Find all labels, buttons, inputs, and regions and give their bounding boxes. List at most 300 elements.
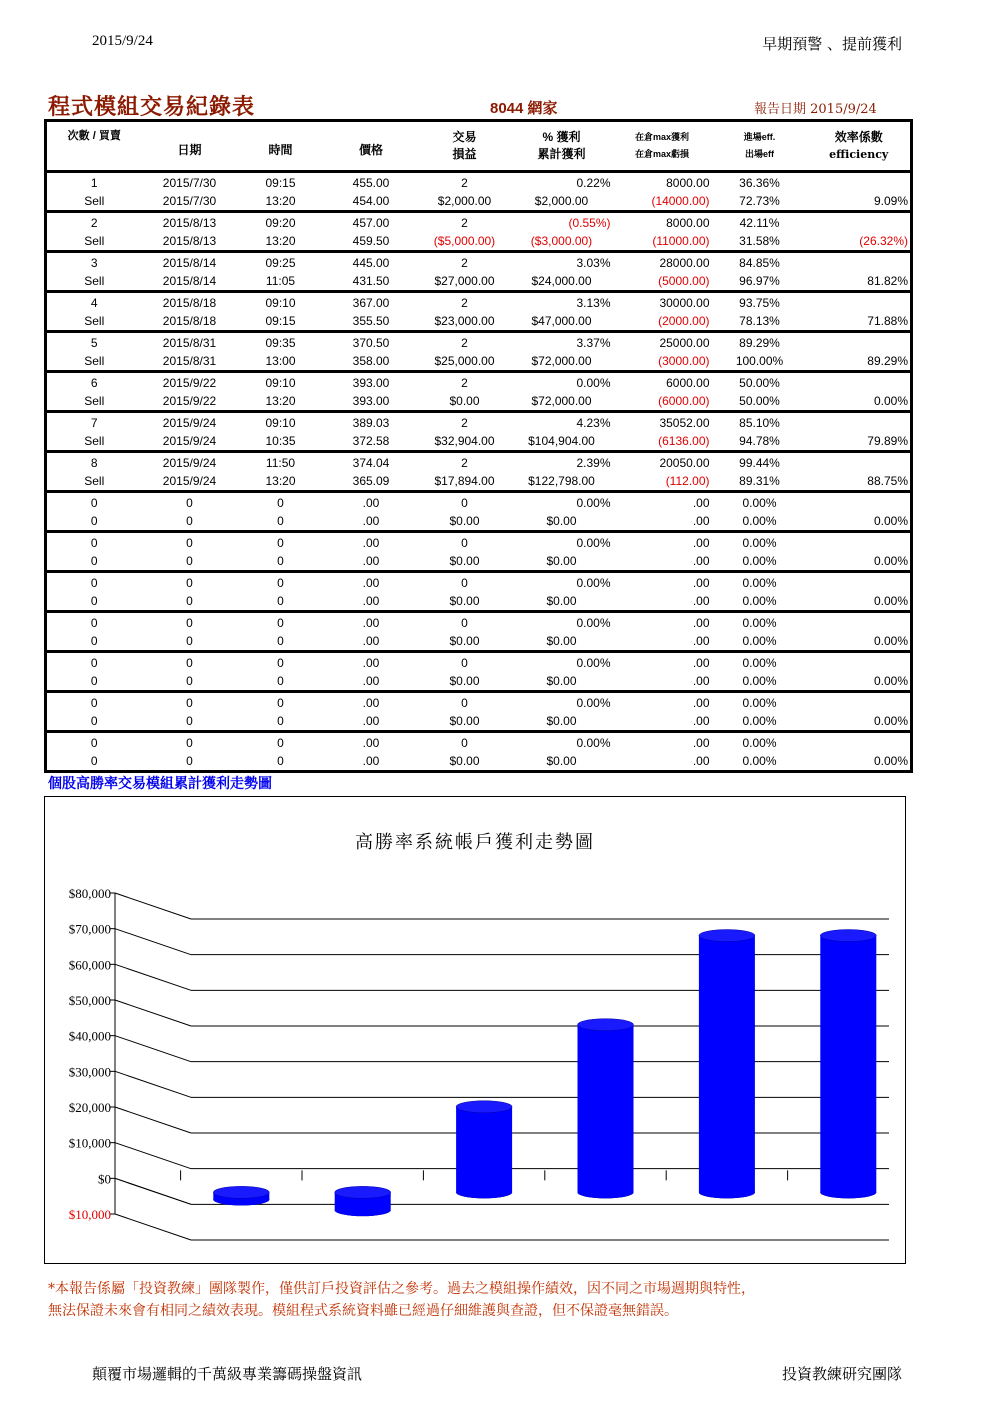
trade-side: 0 xyxy=(46,512,142,532)
trade-side: 0 xyxy=(46,632,142,652)
col-efficiency xyxy=(808,121,912,172)
exit-time: 11:05 xyxy=(238,272,324,292)
max-loss: (14000.00) xyxy=(613,192,712,212)
exit-eff: 89.31% xyxy=(712,472,808,492)
entry-date: 2015/9/22 xyxy=(162,376,217,390)
exit-date: 0 xyxy=(142,592,238,612)
trade-qty: 2 xyxy=(461,216,468,230)
y-tick-label: $10,000 xyxy=(68,1207,111,1222)
exit-time: 0 xyxy=(238,752,324,772)
empty-cell xyxy=(808,412,912,433)
col-seq: 次數 / 買賣 xyxy=(46,121,142,172)
efficiency-value: 0.00% xyxy=(808,592,912,612)
entry-date: 2015/8/31 xyxy=(162,336,217,350)
trade-side: Sell xyxy=(46,432,142,452)
y-tick-label: $60,000 xyxy=(68,957,111,973)
exit-date: 0 xyxy=(142,512,238,532)
max-loss: .00 xyxy=(613,712,712,732)
exit-eff: 0.00% xyxy=(712,552,808,572)
grid-diagonal xyxy=(115,1000,191,1026)
exit-date: 2015/9/24 xyxy=(142,472,238,492)
exit-time: 0 xyxy=(238,712,324,732)
trade-pnl: $0.00 xyxy=(419,512,511,532)
trade-pnl: $2,000.00 xyxy=(419,192,511,212)
exit-time: 09:15 xyxy=(238,312,324,332)
seq-number: 5 xyxy=(90,336,98,350)
entry-time: 0 xyxy=(277,656,284,670)
exit-time: 0 xyxy=(238,672,324,692)
trade-qty: 0 xyxy=(461,656,468,670)
entry-eff: 0.00% xyxy=(742,536,777,550)
entry-time: 0 xyxy=(277,496,284,510)
trade-exit-row xyxy=(46,472,912,492)
trade-side: Sell xyxy=(46,352,142,372)
trade-pnl: $27,000.00 xyxy=(419,272,511,292)
exit-time: 10:35 xyxy=(238,432,324,452)
empty-cell xyxy=(808,692,912,713)
cumulative-profit: $0.00 xyxy=(511,552,613,572)
grid-diagonal xyxy=(115,964,191,990)
trade-qty: 2 xyxy=(461,416,468,430)
trade-entry-row xyxy=(46,652,912,673)
empty-cell xyxy=(808,452,912,473)
trade-pnl: $0.00 xyxy=(419,632,511,652)
footer-team: 投資教練研究團隊 xyxy=(781,1365,902,1383)
entry-price: .00 xyxy=(362,496,380,510)
entry-date: 2015/9/24 xyxy=(162,456,217,470)
y-tick-label: $30,000 xyxy=(68,1064,111,1080)
table-header-row xyxy=(46,121,912,172)
empty-cell xyxy=(808,492,912,513)
entry-eff: 0.00% xyxy=(742,656,777,670)
y-tick-label: $50,000 xyxy=(68,993,111,1008)
col-eff xyxy=(712,121,808,172)
stock-label: 8044 網家 xyxy=(490,100,558,117)
y-tick-label: $40,000 xyxy=(68,1028,111,1044)
exit-price: 372.58 xyxy=(324,432,419,452)
trade-qty: 0 xyxy=(461,536,468,550)
trade-table xyxy=(44,119,913,773)
trade-entry-row xyxy=(46,532,912,553)
trade-exit-row xyxy=(46,392,912,412)
entry-price: 367.00 xyxy=(352,296,390,310)
trade-pnl: $0.00 xyxy=(419,712,511,732)
empty-cell xyxy=(808,532,912,553)
exit-eff: 0.00% xyxy=(712,512,808,532)
exit-time: 0 xyxy=(238,632,324,652)
profit-chart-svg xyxy=(45,797,905,1263)
bar xyxy=(699,936,755,1199)
empty-cell xyxy=(808,732,912,753)
efficiency-value: 88.75% xyxy=(808,472,912,492)
entry-time: 09:25 xyxy=(265,256,296,270)
col-time: 時間 xyxy=(238,121,324,172)
exit-price: .00 xyxy=(324,752,419,772)
max-loss: (11000.00) xyxy=(613,232,712,252)
entry-date: 2015/7/30 xyxy=(162,176,217,190)
entry-price: .00 xyxy=(362,576,380,590)
trade-side: 0 xyxy=(46,712,142,732)
max-gain: 8000.00 xyxy=(666,216,710,230)
seq-number: 6 xyxy=(90,376,98,390)
exit-price: .00 xyxy=(324,672,419,692)
empty-cell xyxy=(808,332,912,353)
profit-pct: 0.00% xyxy=(576,576,611,590)
trade-qty: 0 xyxy=(461,496,468,510)
exit-eff: 72.73% xyxy=(712,192,808,212)
profit-pct: 3.13% xyxy=(576,296,611,310)
max-gain: 35052.00 xyxy=(659,416,710,430)
col-profit-2: 累計獲利 xyxy=(537,147,586,161)
trade-pnl: $0.00 xyxy=(419,592,511,612)
trade-entry-row xyxy=(46,372,912,393)
footer-tagline: 顛覆市場邏輯的千萬級專業籌碼操盤資訊 xyxy=(92,1365,363,1383)
col-efficiency-1: 效率係數 xyxy=(834,130,883,144)
profit-pct: 0.00% xyxy=(576,656,611,670)
trade-side: Sell xyxy=(46,232,142,252)
max-loss: .00 xyxy=(613,672,712,692)
exit-time: 0 xyxy=(238,552,324,572)
exit-price: .00 xyxy=(324,632,419,652)
max-gain: 28000.00 xyxy=(659,256,710,270)
entry-price: 457.00 xyxy=(352,216,390,230)
entry-date: 0 xyxy=(186,656,193,670)
col-profit xyxy=(511,121,613,172)
entry-time: 0 xyxy=(277,576,284,590)
profit-pct: 0.22% xyxy=(576,176,611,190)
col-trade-1: 交易 xyxy=(452,130,477,144)
exit-time: 13:20 xyxy=(238,392,324,412)
bar-top xyxy=(335,1186,391,1198)
exit-date: 2015/9/24 xyxy=(142,432,238,452)
entry-date: 0 xyxy=(186,736,193,750)
cumulative-profit: $72,000.00 xyxy=(511,352,613,372)
grid-diagonal xyxy=(115,929,191,955)
empty-cell xyxy=(808,212,912,233)
entry-price: .00 xyxy=(362,696,380,710)
bar xyxy=(820,936,876,1199)
trade-exit-row xyxy=(46,592,912,612)
disclaimer-line-1: *本報告係屬「投資教練」團隊製作，僅供訂戶投資評估之參考。過去之模組操作績效，因不同之市場週期與特性， xyxy=(48,1281,755,1297)
trade-exit-row xyxy=(46,312,912,332)
efficiency-value: (26.32%) xyxy=(808,232,912,252)
y-tick-label: $20,000 xyxy=(68,1100,111,1115)
empty-cell xyxy=(808,612,912,633)
entry-time: 0 xyxy=(277,736,284,750)
seq-number: 7 xyxy=(90,416,98,430)
entry-eff: 36.36% xyxy=(739,176,780,190)
header-slogan: 早期預警 、提前獲利 xyxy=(762,35,902,53)
max-gain: 25000.00 xyxy=(659,336,710,350)
trade-entry-row xyxy=(46,572,912,593)
max-loss: (3000.00) xyxy=(613,352,712,372)
trade-exit-row xyxy=(46,632,912,652)
trade-side: 0 xyxy=(46,752,142,772)
seq-number: 1 xyxy=(90,176,98,190)
entry-date: 0 xyxy=(186,616,193,630)
empty-cell xyxy=(808,572,912,593)
efficiency-value: 0.00% xyxy=(808,512,912,532)
trade-exit-row xyxy=(46,552,912,572)
exit-eff: 96.97% xyxy=(712,272,808,292)
trade-entry-row xyxy=(46,692,912,713)
entry-price: 374.04 xyxy=(352,456,390,470)
exit-eff: 94.78% xyxy=(712,432,808,452)
trade-qty: 0 xyxy=(461,616,468,630)
exit-date: 2015/8/14 xyxy=(142,272,238,292)
cumulative-profit: $72,000.00 xyxy=(511,392,613,412)
exit-price: 431.50 xyxy=(324,272,419,292)
entry-time: 09:20 xyxy=(265,216,296,230)
cumulative-profit: $0.00 xyxy=(511,672,613,692)
entry-time: 0 xyxy=(277,696,284,710)
max-loss: .00 xyxy=(613,632,712,652)
exit-time: 13:20 xyxy=(238,472,324,492)
trade-side: Sell xyxy=(46,392,142,412)
trade-exit-row xyxy=(46,752,912,772)
grid-diagonal xyxy=(115,1036,191,1062)
max-gain: 8000.00 xyxy=(666,176,710,190)
grid-diagonal xyxy=(115,1143,191,1169)
cumulative-profit: $47,000.00 xyxy=(511,312,613,332)
trade-entry-row xyxy=(46,292,912,313)
entry-price: 370.50 xyxy=(352,336,390,350)
trade-entry-row xyxy=(46,452,912,473)
entry-eff: 0.00% xyxy=(742,616,777,630)
exit-date: 2015/7/30 xyxy=(142,192,238,212)
exit-time: 0 xyxy=(238,592,324,612)
efficiency-value: 0.00% xyxy=(808,392,912,412)
efficiency-value: 9.09% xyxy=(808,192,912,212)
exit-eff: 50.00% xyxy=(712,392,808,412)
col-price: 價格 xyxy=(324,121,419,172)
efficiency-value: 0.00% xyxy=(808,632,912,652)
max-loss: .00 xyxy=(613,592,712,612)
trade-exit-row xyxy=(46,712,912,732)
seq-number: 0 xyxy=(90,656,98,670)
y-tick-label: $70,000 xyxy=(68,921,111,937)
trade-pnl: $0.00 xyxy=(419,552,511,572)
entry-eff: 99.44% xyxy=(739,456,780,470)
exit-date: 0 xyxy=(142,672,238,692)
trade-side: Sell xyxy=(46,192,142,212)
seq-number: 8 xyxy=(90,456,98,470)
entry-date: 0 xyxy=(186,496,193,510)
entry-date: 0 xyxy=(186,536,193,550)
bar-top xyxy=(820,930,876,942)
empty-cell xyxy=(808,252,912,273)
col-trade xyxy=(419,121,511,172)
entry-price: 455.00 xyxy=(352,176,390,190)
exit-date: 0 xyxy=(142,552,238,572)
entry-eff: 0.00% xyxy=(742,496,777,510)
cumulative-profit: $0.00 xyxy=(511,752,613,772)
entry-price: .00 xyxy=(362,736,380,750)
exit-price: .00 xyxy=(324,592,419,612)
exit-eff: 0.00% xyxy=(712,592,808,612)
profit-pct: 2.39% xyxy=(576,456,611,470)
col-efficiency-2: efficiency xyxy=(829,148,889,161)
col-eff-1: 進場eff. xyxy=(743,132,776,142)
exit-eff: 0.00% xyxy=(712,712,808,732)
header-date: 2015/9/24 xyxy=(92,33,153,49)
entry-eff: 0.00% xyxy=(742,736,777,750)
exit-price: 358.00 xyxy=(324,352,419,372)
empty-cell xyxy=(808,172,912,193)
col-trade-2: 損益 xyxy=(452,147,477,161)
entry-date: 2015/8/18 xyxy=(162,296,217,310)
col-profit-1: % 獲利 xyxy=(542,130,581,144)
trade-entry-row xyxy=(46,412,912,433)
cumulative-profit: $0.00 xyxy=(511,512,613,532)
exit-time: 13:00 xyxy=(238,352,324,372)
exit-time: 13:20 xyxy=(238,192,324,212)
y-tick-label: $10,000 xyxy=(68,1135,111,1151)
trade-side: 0 xyxy=(46,592,142,612)
entry-date: 0 xyxy=(186,576,193,590)
page-title: 程式模組交易紀錄表 xyxy=(48,94,256,120)
max-loss: (5000.00) xyxy=(613,272,712,292)
max-loss: .00 xyxy=(613,752,712,772)
trade-exit-row xyxy=(46,432,912,452)
max-loss: .00 xyxy=(613,512,712,532)
grid-diagonal xyxy=(115,1107,191,1133)
efficiency-value: 81.82% xyxy=(808,272,912,292)
exit-eff: 0.00% xyxy=(712,752,808,772)
disclaimer xyxy=(48,1278,918,1322)
trade-qty: 0 xyxy=(461,576,468,590)
exit-date: 2015/8/18 xyxy=(142,312,238,332)
entry-date: 2015/8/14 xyxy=(162,256,217,270)
trade-entry-row xyxy=(46,172,912,193)
exit-eff: 0.00% xyxy=(712,672,808,692)
trade-side: Sell xyxy=(46,312,142,332)
efficiency-value: 0.00% xyxy=(808,712,912,732)
entry-date: 2015/9/24 xyxy=(162,416,217,430)
cumulative-profit: $0.00 xyxy=(511,632,613,652)
max-gain: .00 xyxy=(692,736,710,750)
profit-pct: (0.55%) xyxy=(568,216,611,230)
bar xyxy=(578,1025,634,1199)
trade-entry-row xyxy=(46,492,912,513)
cumulative-profit: $2,000.00 xyxy=(511,192,613,212)
profit-pct: 0.00% xyxy=(576,536,611,550)
entry-eff: 0.00% xyxy=(742,576,777,590)
trade-side: 0 xyxy=(46,552,142,572)
trade-pnl: $0.00 xyxy=(419,392,511,412)
grid-diagonal xyxy=(115,893,191,919)
entry-time: 09:15 xyxy=(265,176,296,190)
entry-eff: 93.75% xyxy=(739,296,780,310)
seq-number: 0 xyxy=(90,616,98,630)
grid-diagonal xyxy=(115,1214,191,1240)
exit-date: 2015/9/22 xyxy=(142,392,238,412)
y-tick-label: $80,000 xyxy=(68,886,111,901)
chart-title: 高勝率系統帳戶獲利走勢圖 xyxy=(355,832,595,853)
col-max-1: 在倉max獲利 xyxy=(634,132,689,142)
trade-entry-row xyxy=(46,612,912,633)
cumulative-profit: $0.00 xyxy=(511,592,613,612)
col-max-2: 在倉max虧損 xyxy=(634,149,689,159)
profit-pct: 0.00% xyxy=(576,616,611,630)
profit-pct: 0.00% xyxy=(576,376,611,390)
trade-qty: 0 xyxy=(461,736,468,750)
trade-side: Sell xyxy=(46,272,142,292)
floor-diagonal xyxy=(115,1178,191,1204)
seq-number: 3 xyxy=(90,256,98,270)
profit-pct: 3.03% xyxy=(576,256,611,270)
exit-price: .00 xyxy=(324,552,419,572)
profit-chart xyxy=(44,796,906,1264)
entry-eff: 84.85% xyxy=(739,256,780,270)
profit-pct: 0.00% xyxy=(576,736,611,750)
exit-date: 2015/8/31 xyxy=(142,352,238,372)
trade-qty: 2 xyxy=(461,456,468,470)
max-loss: (2000.00) xyxy=(613,312,712,332)
trade-side: 0 xyxy=(46,672,142,692)
profit-pct: 0.00% xyxy=(576,496,611,510)
empty-cell xyxy=(808,372,912,393)
entry-time: 09:10 xyxy=(265,376,296,390)
col-eff-2: 出場eff xyxy=(745,149,774,159)
bar-top xyxy=(456,1101,512,1113)
y-tick-label: $0 xyxy=(98,1171,111,1187)
entry-time: 09:10 xyxy=(265,296,296,310)
max-gain: .00 xyxy=(692,536,710,550)
max-gain: 20050.00 xyxy=(659,456,710,470)
seq-number: 0 xyxy=(90,696,98,710)
entry-time: 0 xyxy=(277,616,284,630)
max-gain: 6000.00 xyxy=(666,376,710,390)
exit-date: 0 xyxy=(142,632,238,652)
entry-time: 09:10 xyxy=(265,416,296,430)
trade-pnl: $23,000.00 xyxy=(419,312,511,332)
cumulative-profit: $0.00 xyxy=(511,712,613,732)
exit-eff: 78.13% xyxy=(712,312,808,332)
chart-section-label: 個股高勝率交易模組累計獲利走勢圖 xyxy=(48,775,272,791)
grid-diagonal xyxy=(115,1071,191,1097)
trade-pnl: $32,904.00 xyxy=(419,432,511,452)
trade-pnl: $0.00 xyxy=(419,672,511,692)
profit-pct: 3.37% xyxy=(576,336,611,350)
max-loss: (6000.00) xyxy=(613,392,712,412)
trade-exit-row xyxy=(46,672,912,692)
exit-price: 393.00 xyxy=(324,392,419,412)
efficiency-value: 0.00% xyxy=(808,552,912,572)
trade-entry-row xyxy=(46,732,912,753)
exit-price: 459.50 xyxy=(324,232,419,252)
seq-number: 0 xyxy=(90,576,98,590)
entry-eff: 50.00% xyxy=(739,376,780,390)
seq-number: 0 xyxy=(90,536,98,550)
exit-price: 365.09 xyxy=(324,472,419,492)
bar-top xyxy=(213,1186,269,1198)
entry-eff: 85.10% xyxy=(739,416,780,430)
trade-qty: 2 xyxy=(461,176,468,190)
entry-price: .00 xyxy=(362,616,380,630)
trade-entry-row xyxy=(46,212,912,233)
trade-side: Sell xyxy=(46,472,142,492)
entry-time: 0 xyxy=(277,536,284,550)
exit-price: 454.00 xyxy=(324,192,419,212)
max-gain: 30000.00 xyxy=(659,296,710,310)
entry-date: 2015/8/13 xyxy=(162,216,217,230)
max-loss: (6136.00) xyxy=(613,432,712,452)
exit-eff: 31.58% xyxy=(712,232,808,252)
efficiency-value: 0.00% xyxy=(808,672,912,692)
entry-price: .00 xyxy=(362,536,380,550)
disclaimer-line-2: 無法保證未來會有相同之績效表現。模組程式系統資料雖已經過仔細維護與查證，但不保證毫無錯誤。 xyxy=(48,1303,678,1319)
